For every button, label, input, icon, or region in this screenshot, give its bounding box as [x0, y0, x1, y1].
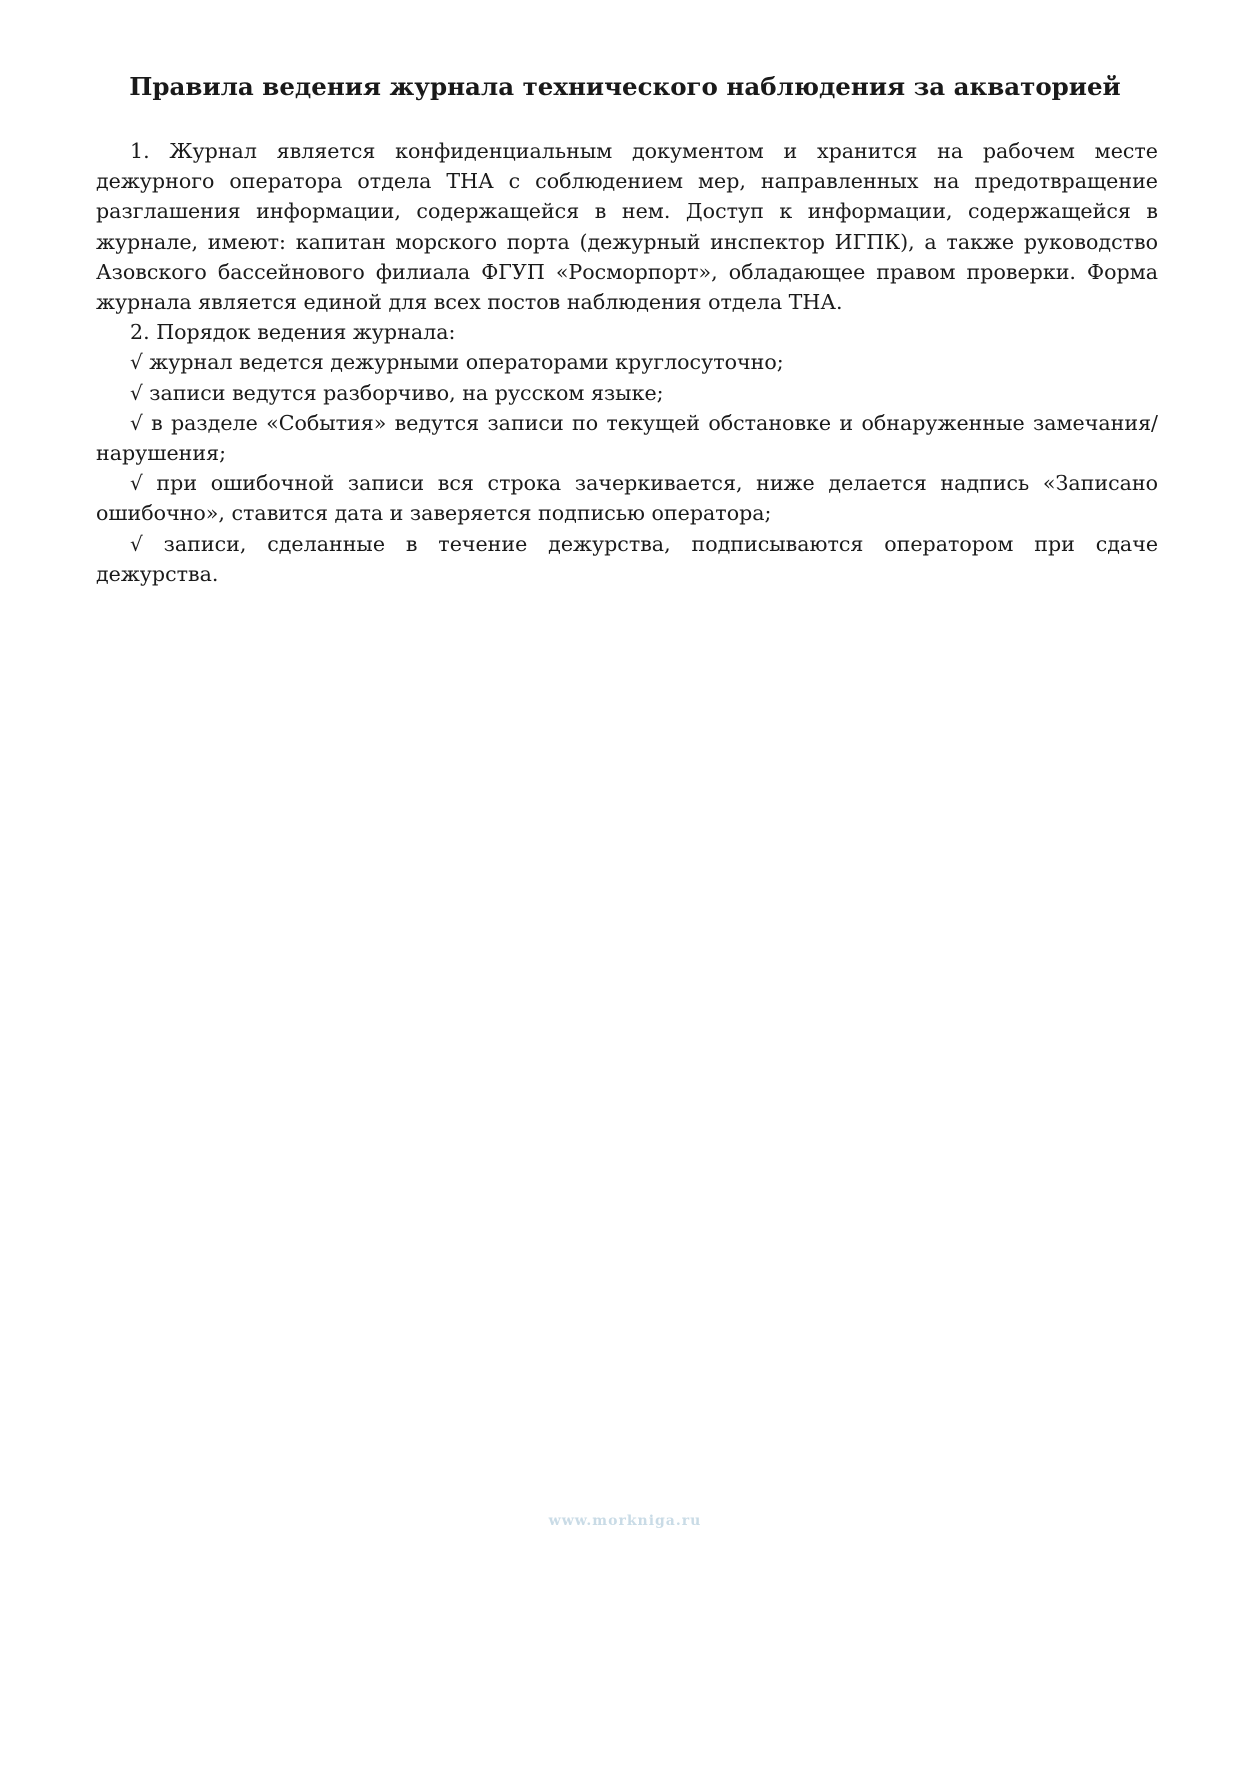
list-item-text: в разделе «События» ведутся записи по текущей обстановке и обнаруженные замечания/нарушения;	[96, 410, 1158, 466]
document-title: Правила ведения журнала технического наблюдения за акваторией	[129, 72, 1121, 101]
check-mark-icon: √	[130, 471, 143, 496]
check-mark-icon: √	[130, 531, 143, 556]
list-item	[96, 378, 1158, 408]
list-item-text: записи, сделанные в течение дежурства, подписываются оператором при сдаче дежурства.	[96, 531, 1159, 586]
list-item	[96, 468, 1158, 528]
paragraph-procedure-heading: 2. Порядок ведения журнала:	[130, 320, 456, 345]
list-item-text: при ошибочной записи вся строка зачеркивается, ниже делается надпись «Записано ошибочно», ставится дата и заверяется подписью оператора;	[96, 471, 1159, 526]
check-mark-icon: √	[130, 350, 143, 375]
list-item-text: журнал ведется дежурными операторами круглосуточно;	[149, 350, 784, 375]
document-body	[96, 136, 1158, 589]
check-mark-icon: √	[130, 380, 143, 405]
list-item	[96, 347, 1158, 377]
list-item	[96, 408, 1158, 468]
list-item-text: записи ведутся разборчиво, на русском языке;	[149, 380, 664, 405]
watermark: www.morkniga.ru	[548, 1513, 702, 1529]
check-mark-icon: √	[130, 410, 143, 435]
paragraph-confidentiality: 1. Журнал является конфиденциальным документом и хранится на рабочем месте дежурного оператора отдела ТНА с соблюдением мер, направленных на предотвращение разглашения информации, содержащейся в нем. Доступ к информации, содержащейся в журнале, имеют: капитан морского порта (дежурный инспектор ИГПК), а также руководство Азовского бассейнового филиала ФГУП «Росморпорт», обладающее правом проверки. Форма журнала является единой для всех постов наблюдения отдела ТНА.	[96, 139, 1158, 315]
list-item	[96, 529, 1158, 589]
